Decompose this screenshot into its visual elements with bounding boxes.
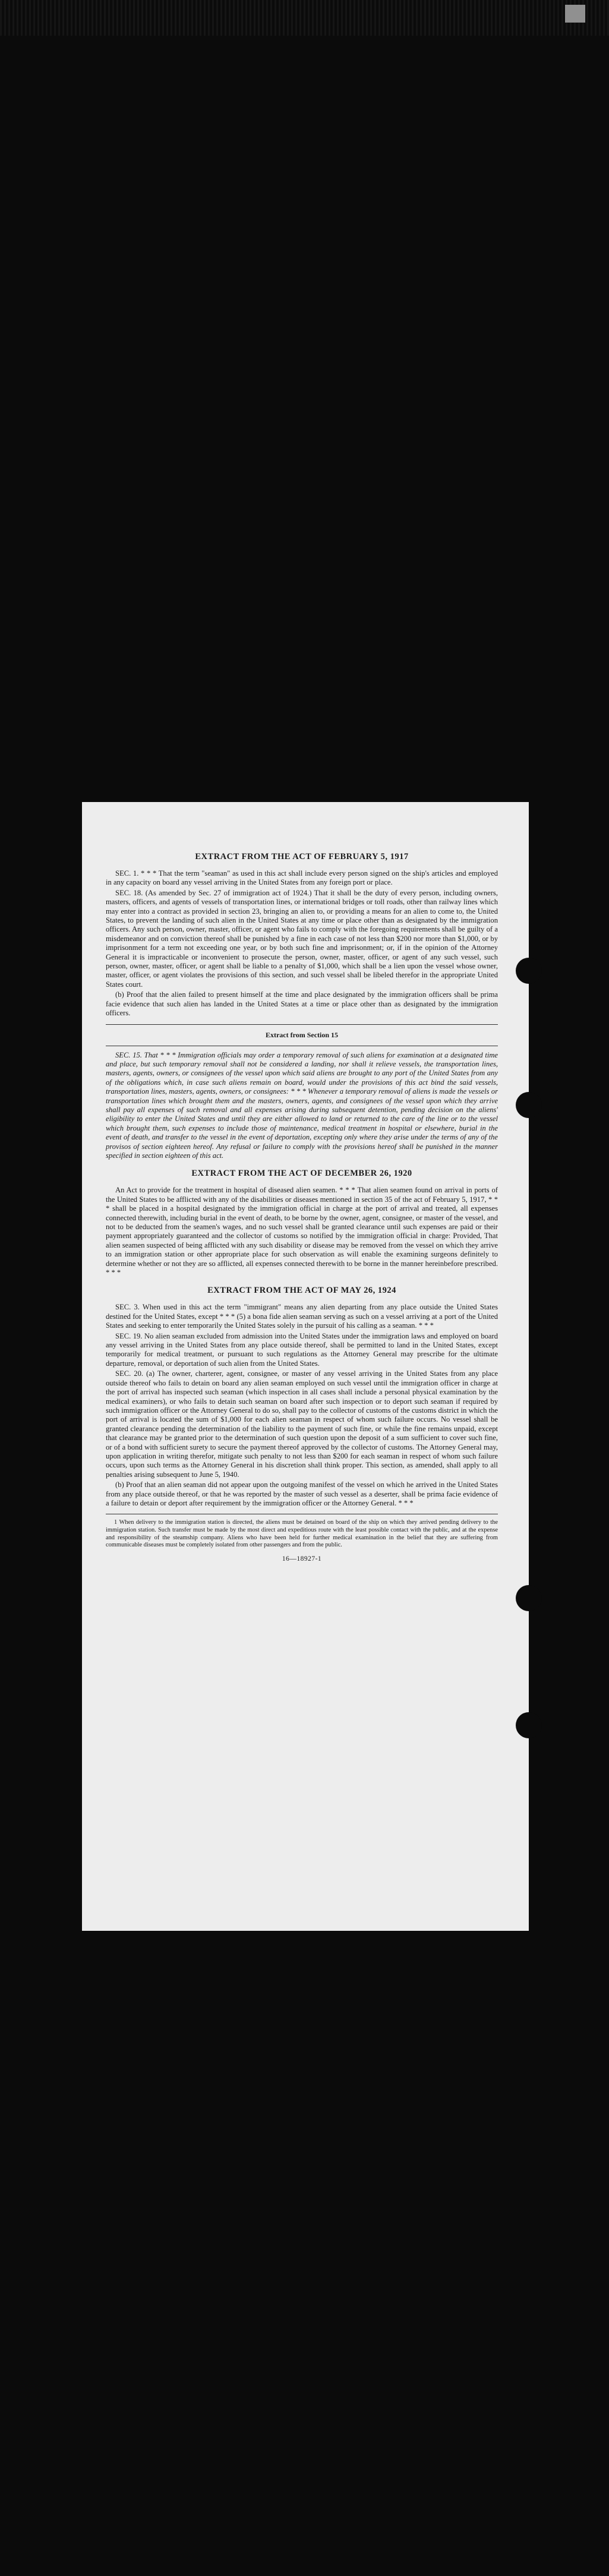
paragraph-sec-18: SEC. 18. (As amended by Sec. 27 of immigration act of 1924.) That it shall be the duty of every person, including owners, masters, officers, and agents of vessels of transportation lines, or international bridges or toll roads, other than railway lines which may enter into a contract as provided in section 23, bringing an alien to, or providing a means for an alien to come to, the United States, to prevent the landing of such alien in the United States at any time or place other than as designated by the immigration officers. Any such person, owner, master, officer, or agent who fails to comply with the foregoing requirements shall be guilty of a misdemeanor and on conviction thereof shall be punished by a fine in each case of not less than $200 nor more than $1,000, or by imprisonment for a term not exceeding one year, or by both such fine and imprisonment; or, if in the opinion of the Attorney General it is impracticable or inconvenient to prosecute the person, owner, master, officer, or agent of any such vessel, such person, owner, master, officer, or agent shall be liable to a penalty of $1,000, which shall be a lien upon the vessel whose owner, master, officer, or agent violates the provisions of this section, and such vessel shall be libeled therefor in the appropriate United States court. xyxy=(106,888,498,989)
subheading-section-15: Extract from Section 15 xyxy=(265,1030,339,1039)
paragraph-sec-15: SEC. 15. That * * * Immigration officials may order a temporary removal of such aliens for examination at a designated time and place, but such temporary removal shall not be considered a landing, nor shall it relieve vessels, the transportation lines, masters, agents, owners, or consignees of the vessel upon which said aliens are brought to any port of the United States from any of the obligations which, in case such aliens remain on board, would under the provisions of this act bind the said vessels, transportation lines, masters, agents, owners, or consignees: * * * Whenever a temporary removal of aliens is made the vessels or transportation lines which brought them and the masters, owners, agents, and consignees of the vessel upon which they arrive shall pay all expenses of such removal and all expenses arising during subsequent detention, pending decision on the aliens' eligibility to enter the United States and until they are either allowed to land or returned to the care of the line or to the vessel which brought them, such expenses to include those of maintenance, medical treatment in hospital or elsewhere, burial in the event of death, and transfer to the vessel in the event of deportation, excepting only where they arise under the terms of any of the provisos of section eighteen hereof. Any refusal or failure to comply with the provisions hereof shall be punished in the manner specified in section eighteen of this act. xyxy=(106,1050,498,1160)
punch-hole xyxy=(516,958,542,984)
paragraph-sec-18-b: (b) Proof that the alien failed to present himself at the time and place designated by the immigration officers shall be prima facie evidence that such alien has landed in the United States at a time or place other than as designated by the immigration officers. xyxy=(106,990,498,1018)
paragraph-sec-1: SEC. 1. * * * That the term "seaman" as used in this act shall include every person signed on the ship's articles and employed in any capacity on board any vessel arriving in the United States from any foreign port or place. xyxy=(106,869,498,887)
punch-hole xyxy=(516,1585,542,1611)
scan-marker xyxy=(565,5,585,23)
punch-hole xyxy=(516,1092,542,1118)
heading-act-1920: EXTRACT FROM THE ACT OF DECEMBER 26, 1920 xyxy=(191,1169,412,1179)
paragraph-sec-3: SEC. 3. When used in this act the term "immigrant" means any alien departing from any place outside the United States destined for the United States, except * * * (5) a bona fide alien seaman serving as such on a vessel arriving at a port of the United States and seeking to enter temporarily the United States solely in the pursuit of his calling as a seaman. * * * xyxy=(106,1303,498,1330)
paragraph-sec-19: SEC. 19. No alien seaman excluded from admission into the United States under the immigration laws and employed on board any vessel arriving in the United States from any place outside thereof, shall be permitted to land in the United States, except temporarily for medical treatment, or pursuant to such regulations as the Attorney General may prescribe for the ultimate departure, removal, or deportation of such alien from the United States. xyxy=(106,1331,498,1368)
form-number: 16—18927-1 xyxy=(282,1555,322,1562)
punch-hole xyxy=(516,1712,542,1738)
heading-act-1924: EXTRACT FROM THE ACT OF MAY 26, 1924 xyxy=(207,1286,396,1296)
document-page xyxy=(82,802,529,1931)
heading-act-1917: EXTRACT FROM THE ACT OF FEBRUARY 5, 1917 xyxy=(195,852,409,861)
paragraph-sec-20-a: SEC. 20. (a) The owner, charterer, agent, consignee, or master of any vessel arriving in the United States from any place outside thereof who fails to detain on board any alien seaman employed on such vessel until the immigration officer in charge at the port of arrival has inspected such seaman (which inspection in all cases shall include a personal physical examination by the medical examiners), or who fails to detain such seaman on board after such inspection or to deport such seaman if required by such immigration officer or the Attorney General to do so, shall pay to the collector of customs of the customs district in which the port of arrival is located the sum of $1,000 for each alien seaman in respect of whom such failure occurs. No vessel shall be granted clearance pending the determination of the liability to the payment of such fine, or while the fine remains unpaid, except that clearance may be granted prior to the determination of such question upon the deposit of a sum sufficient to cover such fine, or of a bond with sufficient surety to secure the payment thereof approved by the collector of customs. The Attorney General may, upon application in writing therefor, mitigate such penalty to not less than $200 for each seaman in respect of whom such failure occurs, upon such terms as the Attorney General in his discretion shall think proper. This section, as amended, shall apply to all penalties arising subsequent to June 5, 1940. xyxy=(106,1369,498,1479)
paragraph-act-1920: An Act to provide for the treatment in hospital of diseased alien seamen. * * * That alien seamen found on arrival in ports of the United States to be afflicted with any of the disabilities or diseases mentioned in section 35 of the act of February 5, 1917, * * * shall be placed in a hospital designated by the immigration official in charge at the port of arrival and treated, all expenses connected therewith, including burial in the event of death, to be borne by the owner, agent, consignee, or master of the vessel, and not to be deducted from the seamen's wages, and no such vessel shall be granted clearance until such expenses are paid or their payment appropriately guaranteed and the collector of customs so notified by the immigration official in charge: Provided, That alien seamen suspected of being afflicted with any such disability or disease may be removed from the vessel on which they arrive to an immigration station or other appropriate place for such observation as will enable the examining surgeons definitely to determine whether or not they are so afflicted, all expenses connected therewith to be borne in the manner hereinbefore prescribed. * * * xyxy=(106,1186,498,1277)
footnote: 1 When delivery to the immigration station is directed, the aliens must be detained on board of the ship on which they arrived pending delivery to the immigration station. Such transfer must be made by the most direct and expeditious route with the least possible contact with the public, and at the expense and responsibility of the steamship company. Aliens who have been held for further medical examination in the belief that they are suffering from communicable diseases must be completely isolated from other passengers and from the public. xyxy=(106,1519,498,1549)
scanner-edge-strip xyxy=(0,0,609,36)
section-divider xyxy=(106,1024,498,1025)
paragraph-sec-20-b: (b) Proof that an alien seaman did not appear upon the outgoing manifest of the vessel on which he arrived in the United States from any place outside thereof, or that he was reported by the master of such vessel as a deserter, shall be prima facie evidence of a failure to detain or deport after requirement by the immigration officer or the Attorney General. * * * xyxy=(106,1480,498,1507)
